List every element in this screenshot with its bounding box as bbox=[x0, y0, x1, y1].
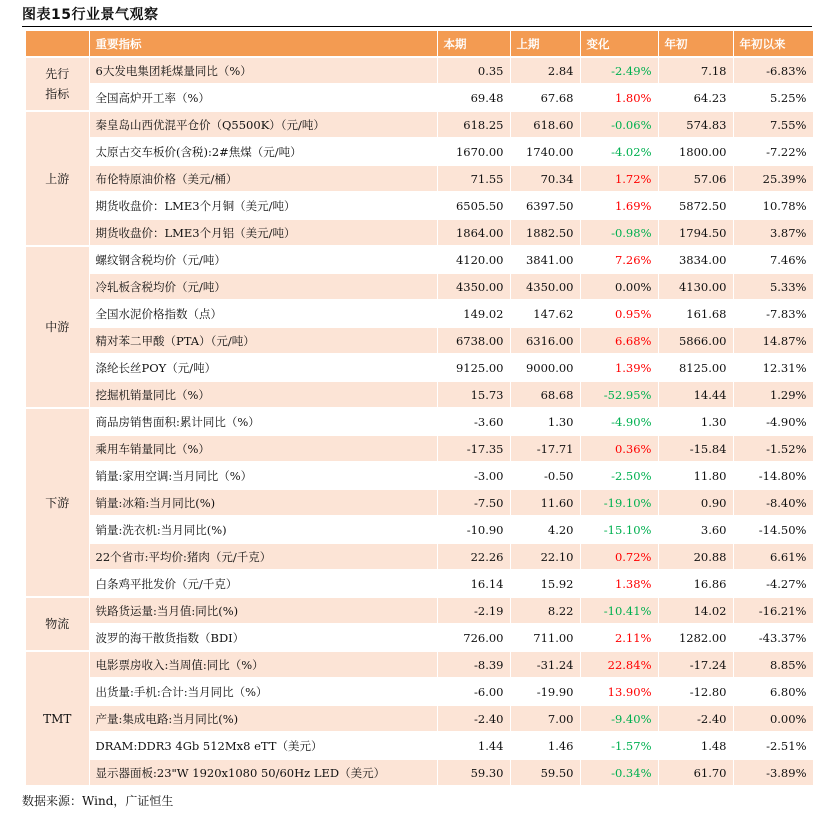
change-cell: 0.95% bbox=[580, 300, 658, 327]
current-cell: 22.26 bbox=[437, 543, 510, 570]
year-start-cell: 61.70 bbox=[658, 759, 733, 786]
year-start-cell: 0.90 bbox=[658, 489, 733, 516]
change-cell: -10.41% bbox=[580, 597, 658, 624]
change-cell: -1.57% bbox=[580, 732, 658, 759]
indicator-cell: 出货量:手机:合计:当月同比（%） bbox=[89, 678, 437, 705]
previous-cell: 2.84 bbox=[510, 57, 580, 84]
ytd-cell: -14.80% bbox=[733, 462, 813, 489]
table-row bbox=[26, 111, 813, 138]
group-label: TMT bbox=[26, 651, 89, 786]
change-cell: -4.02% bbox=[580, 138, 658, 165]
current-cell: -10.90 bbox=[437, 516, 510, 543]
previous-cell: 70.34 bbox=[510, 165, 580, 192]
indicator-cell: 销量:家用空调:当月同比（%） bbox=[89, 462, 437, 489]
table-row bbox=[26, 165, 813, 192]
previous-cell: 15.92 bbox=[510, 570, 580, 597]
year-start-cell: 1.48 bbox=[658, 732, 733, 759]
current-cell: -6.00 bbox=[437, 678, 510, 705]
indicator-cell: 铁路货运量:当月值:同比(%) bbox=[89, 597, 437, 624]
current-cell: -8.39 bbox=[437, 651, 510, 678]
table-row bbox=[26, 570, 813, 597]
group-label: 上游 bbox=[26, 111, 89, 246]
previous-cell: 1.46 bbox=[510, 732, 580, 759]
group-label: 中游 bbox=[26, 246, 89, 408]
change-cell: 13.90% bbox=[580, 678, 658, 705]
year-start-cell: 5866.00 bbox=[658, 327, 733, 354]
ytd-cell: 6.61% bbox=[733, 543, 813, 570]
indicator-cell: 全国水泥价格指数（点） bbox=[89, 300, 437, 327]
previous-cell: -19.90 bbox=[510, 678, 580, 705]
previous-cell: 7.00 bbox=[510, 705, 580, 732]
previous-cell: -0.50 bbox=[510, 462, 580, 489]
year-start-cell: 57.06 bbox=[658, 165, 733, 192]
previous-cell: 68.68 bbox=[510, 381, 580, 408]
table-row bbox=[26, 84, 813, 111]
indicator-cell: 销量:洗衣机:当月同比(%) bbox=[89, 516, 437, 543]
table-row bbox=[26, 516, 813, 543]
indicator-cell: 显示器面板:23"W 1920x1080 50/60Hz LED（美元） bbox=[89, 759, 437, 786]
previous-cell: 147.62 bbox=[510, 300, 580, 327]
year-start-cell: 11.80 bbox=[658, 462, 733, 489]
ytd-cell: -16.21% bbox=[733, 597, 813, 624]
group-label: 先行指标 bbox=[26, 57, 89, 111]
year-start-cell: 7.18 bbox=[658, 57, 733, 84]
ytd-cell: 12.31% bbox=[733, 354, 813, 381]
change-cell: -0.34% bbox=[580, 759, 658, 786]
current-cell: 15.73 bbox=[437, 381, 510, 408]
change-cell: -4.90% bbox=[580, 408, 658, 435]
indicator-cell: 精对苯二甲酸（PTA）（元/吨） bbox=[89, 327, 437, 354]
indicator-cell: 电影票房收入:当周值:同比（%） bbox=[89, 651, 437, 678]
change-cell: 22.84% bbox=[580, 651, 658, 678]
change-cell: 0.72% bbox=[580, 543, 658, 570]
current-cell: -17.35 bbox=[437, 435, 510, 462]
change-cell: -15.10% bbox=[580, 516, 658, 543]
current-cell: 4120.00 bbox=[437, 246, 510, 273]
source-note: 数据来源：Wind，广证恒生 bbox=[22, 794, 174, 808]
year-start-cell: 3.60 bbox=[658, 516, 733, 543]
indicator-cell: 太原古交车板价(含税):2#焦煤（元/吨） bbox=[89, 138, 437, 165]
table-row bbox=[26, 732, 813, 759]
table-row bbox=[26, 138, 813, 165]
indicator-cell: 商品房销售面积:累计同比（%） bbox=[89, 408, 437, 435]
year-start-cell: 14.02 bbox=[658, 597, 733, 624]
change-cell: 1.38% bbox=[580, 570, 658, 597]
ytd-cell: -7.83% bbox=[733, 300, 813, 327]
group-label: 下游 bbox=[26, 408, 89, 597]
previous-cell: 11.60 bbox=[510, 489, 580, 516]
ytd-cell: 6.80% bbox=[733, 678, 813, 705]
table-row bbox=[26, 408, 813, 435]
year-start-cell: 1794.50 bbox=[658, 219, 733, 246]
table-row bbox=[26, 219, 813, 246]
ytd-cell: -4.27% bbox=[733, 570, 813, 597]
current-cell: 69.48 bbox=[437, 84, 510, 111]
indicator-cell: DRAM:DDR3 4Gb 512Mx8 eTT（美元） bbox=[89, 732, 437, 759]
indicator-cell: 秦皇岛山西优混平仓价（Q5500K）（元/吨） bbox=[89, 111, 437, 138]
header-year-start: 年初 bbox=[658, 31, 733, 57]
ytd-cell: -8.40% bbox=[733, 489, 813, 516]
current-cell: 16.14 bbox=[437, 570, 510, 597]
table-row bbox=[26, 246, 813, 273]
previous-cell: -31.24 bbox=[510, 651, 580, 678]
indicator-cell: 乘用车销量同比（%） bbox=[89, 435, 437, 462]
table-row bbox=[26, 354, 813, 381]
year-start-cell: 1282.00 bbox=[658, 624, 733, 651]
current-cell: 71.55 bbox=[437, 165, 510, 192]
table-row bbox=[26, 759, 813, 786]
current-cell: 1.44 bbox=[437, 732, 510, 759]
change-cell: 1.80% bbox=[580, 84, 658, 111]
indicator-cell: 期货收盘价：LME3个月铜（美元/吨） bbox=[89, 192, 437, 219]
year-start-cell: 16.86 bbox=[658, 570, 733, 597]
previous-cell: 618.60 bbox=[510, 111, 580, 138]
year-start-cell: 64.23 bbox=[658, 84, 733, 111]
current-cell: 726.00 bbox=[437, 624, 510, 651]
current-cell: 6738.00 bbox=[437, 327, 510, 354]
previous-cell: 1740.00 bbox=[510, 138, 580, 165]
ytd-cell: -14.50% bbox=[733, 516, 813, 543]
year-start-cell: 8125.00 bbox=[658, 354, 733, 381]
ytd-cell: 0.00% bbox=[733, 705, 813, 732]
industry-table bbox=[26, 31, 814, 787]
ytd-cell: -6.83% bbox=[733, 57, 813, 84]
table-row bbox=[26, 57, 813, 84]
year-start-cell: -2.40 bbox=[658, 705, 733, 732]
current-cell: 1670.00 bbox=[437, 138, 510, 165]
year-start-cell: 14.44 bbox=[658, 381, 733, 408]
ytd-cell: 8.85% bbox=[733, 651, 813, 678]
previous-cell: 59.50 bbox=[510, 759, 580, 786]
change-cell: 0.36% bbox=[580, 435, 658, 462]
previous-cell: 4.20 bbox=[510, 516, 580, 543]
change-cell: 1.39% bbox=[580, 354, 658, 381]
indicator-cell: 全国高炉开工率（%） bbox=[89, 84, 437, 111]
year-start-cell: 3834.00 bbox=[658, 246, 733, 273]
table-row bbox=[26, 597, 813, 624]
change-cell: 1.69% bbox=[580, 192, 658, 219]
ytd-cell: 3.87% bbox=[733, 219, 813, 246]
indicator-cell: 螺纹钢含税均价（元/吨） bbox=[89, 246, 437, 273]
current-cell: 149.02 bbox=[437, 300, 510, 327]
ytd-cell: -3.89% bbox=[733, 759, 813, 786]
ytd-cell: 5.33% bbox=[733, 273, 813, 300]
header-current: 本期 bbox=[437, 31, 510, 57]
previous-cell: 3841.00 bbox=[510, 246, 580, 273]
indicator-cell: 22个省市:平均价:猪肉（元/千克） bbox=[89, 543, 437, 570]
header-blank bbox=[26, 31, 89, 57]
year-start-cell: -12.80 bbox=[658, 678, 733, 705]
previous-cell: 8.22 bbox=[510, 597, 580, 624]
previous-cell: 6316.00 bbox=[510, 327, 580, 354]
ytd-cell: -2.51% bbox=[733, 732, 813, 759]
table-row bbox=[26, 543, 813, 570]
ytd-cell: 7.46% bbox=[733, 246, 813, 273]
current-cell: -2.40 bbox=[437, 705, 510, 732]
table-row bbox=[26, 489, 813, 516]
header-indicator: 重要指标 bbox=[89, 31, 437, 57]
current-cell: 1864.00 bbox=[437, 219, 510, 246]
current-cell: 0.35 bbox=[437, 57, 510, 84]
current-cell: -2.19 bbox=[437, 597, 510, 624]
ytd-cell: -43.37% bbox=[733, 624, 813, 651]
title-divider bbox=[22, 26, 812, 27]
previous-cell: 711.00 bbox=[510, 624, 580, 651]
current-cell: 4350.00 bbox=[437, 273, 510, 300]
change-cell: 0.00% bbox=[580, 273, 658, 300]
change-cell: -52.95% bbox=[580, 381, 658, 408]
indicator-cell: 布伦特原油价格（美元/桶） bbox=[89, 165, 437, 192]
table-header-row bbox=[26, 31, 813, 57]
change-cell: -0.06% bbox=[580, 111, 658, 138]
year-start-cell: 1800.00 bbox=[658, 138, 733, 165]
year-start-cell: -15.84 bbox=[658, 435, 733, 462]
indicator-cell: 6大发电集团耗煤量同比（%） bbox=[89, 57, 437, 84]
ytd-cell: 7.55% bbox=[733, 111, 813, 138]
table-row bbox=[26, 462, 813, 489]
year-start-cell: -17.24 bbox=[658, 651, 733, 678]
ytd-cell: -4.90% bbox=[733, 408, 813, 435]
table-row bbox=[26, 273, 813, 300]
indicator-cell: 波罗的海干散货指数（BDI） bbox=[89, 624, 437, 651]
previous-cell: -17.71 bbox=[510, 435, 580, 462]
table-row bbox=[26, 192, 813, 219]
previous-cell: 22.10 bbox=[510, 543, 580, 570]
change-cell: -2.49% bbox=[580, 57, 658, 84]
change-cell: 1.72% bbox=[580, 165, 658, 192]
indicator-cell: 挖掘机销量同比（%） bbox=[89, 381, 437, 408]
current-cell: -3.60 bbox=[437, 408, 510, 435]
year-start-cell: 161.68 bbox=[658, 300, 733, 327]
change-cell: -19.10% bbox=[580, 489, 658, 516]
indicator-cell: 白条鸡平批发价（元/千克） bbox=[89, 570, 437, 597]
ytd-cell: -1.52% bbox=[733, 435, 813, 462]
table-row bbox=[26, 705, 813, 732]
ytd-cell: -7.22% bbox=[733, 138, 813, 165]
previous-cell: 1882.50 bbox=[510, 219, 580, 246]
current-cell: -3.00 bbox=[437, 462, 510, 489]
change-cell: -0.98% bbox=[580, 219, 658, 246]
change-cell: -9.40% bbox=[580, 705, 658, 732]
ytd-cell: 14.87% bbox=[733, 327, 813, 354]
year-start-cell: 20.88 bbox=[658, 543, 733, 570]
ytd-cell: 10.78% bbox=[733, 192, 813, 219]
indicator-cell: 销量:冰箱:当月同比(%) bbox=[89, 489, 437, 516]
figure-title: 图表15行业景气观察 bbox=[22, 7, 159, 23]
change-cell: 6.68% bbox=[580, 327, 658, 354]
header-change: 变化 bbox=[580, 31, 658, 57]
table-row bbox=[26, 624, 813, 651]
change-cell: 7.26% bbox=[580, 246, 658, 273]
indicator-cell: 冷轧板含税均价（元/吨） bbox=[89, 273, 437, 300]
indicator-cell: 产量:集成电路:当月同比(%) bbox=[89, 705, 437, 732]
table-row bbox=[26, 300, 813, 327]
change-cell: 2.11% bbox=[580, 624, 658, 651]
table-body bbox=[26, 57, 813, 786]
ytd-cell: 5.25% bbox=[733, 84, 813, 111]
header-ytd: 年初以来 bbox=[733, 31, 813, 57]
table-row bbox=[26, 435, 813, 462]
indicator-cell: 期货收盘价：LME3个月铝（美元/吨） bbox=[89, 219, 437, 246]
table-row bbox=[26, 678, 813, 705]
previous-cell: 9000.00 bbox=[510, 354, 580, 381]
current-cell: 59.30 bbox=[437, 759, 510, 786]
year-start-cell: 574.83 bbox=[658, 111, 733, 138]
header-previous: 上期 bbox=[510, 31, 580, 57]
current-cell: -7.50 bbox=[437, 489, 510, 516]
ytd-cell: 1.29% bbox=[733, 381, 813, 408]
previous-cell: 4350.00 bbox=[510, 273, 580, 300]
year-start-cell: 4130.00 bbox=[658, 273, 733, 300]
table-row bbox=[26, 381, 813, 408]
previous-cell: 6397.50 bbox=[510, 192, 580, 219]
current-cell: 618.25 bbox=[437, 111, 510, 138]
previous-cell: 1.30 bbox=[510, 408, 580, 435]
change-cell: -2.50% bbox=[580, 462, 658, 489]
table-row bbox=[26, 651, 813, 678]
previous-cell: 67.68 bbox=[510, 84, 580, 111]
year-start-cell: 1.30 bbox=[658, 408, 733, 435]
current-cell: 9125.00 bbox=[437, 354, 510, 381]
group-label: 物流 bbox=[26, 597, 89, 651]
table-row bbox=[26, 327, 813, 354]
current-cell: 6505.50 bbox=[437, 192, 510, 219]
ytd-cell: 25.39% bbox=[733, 165, 813, 192]
year-start-cell: 5872.50 bbox=[658, 192, 733, 219]
indicator-cell: 涤纶长丝POY（元/吨） bbox=[89, 354, 437, 381]
